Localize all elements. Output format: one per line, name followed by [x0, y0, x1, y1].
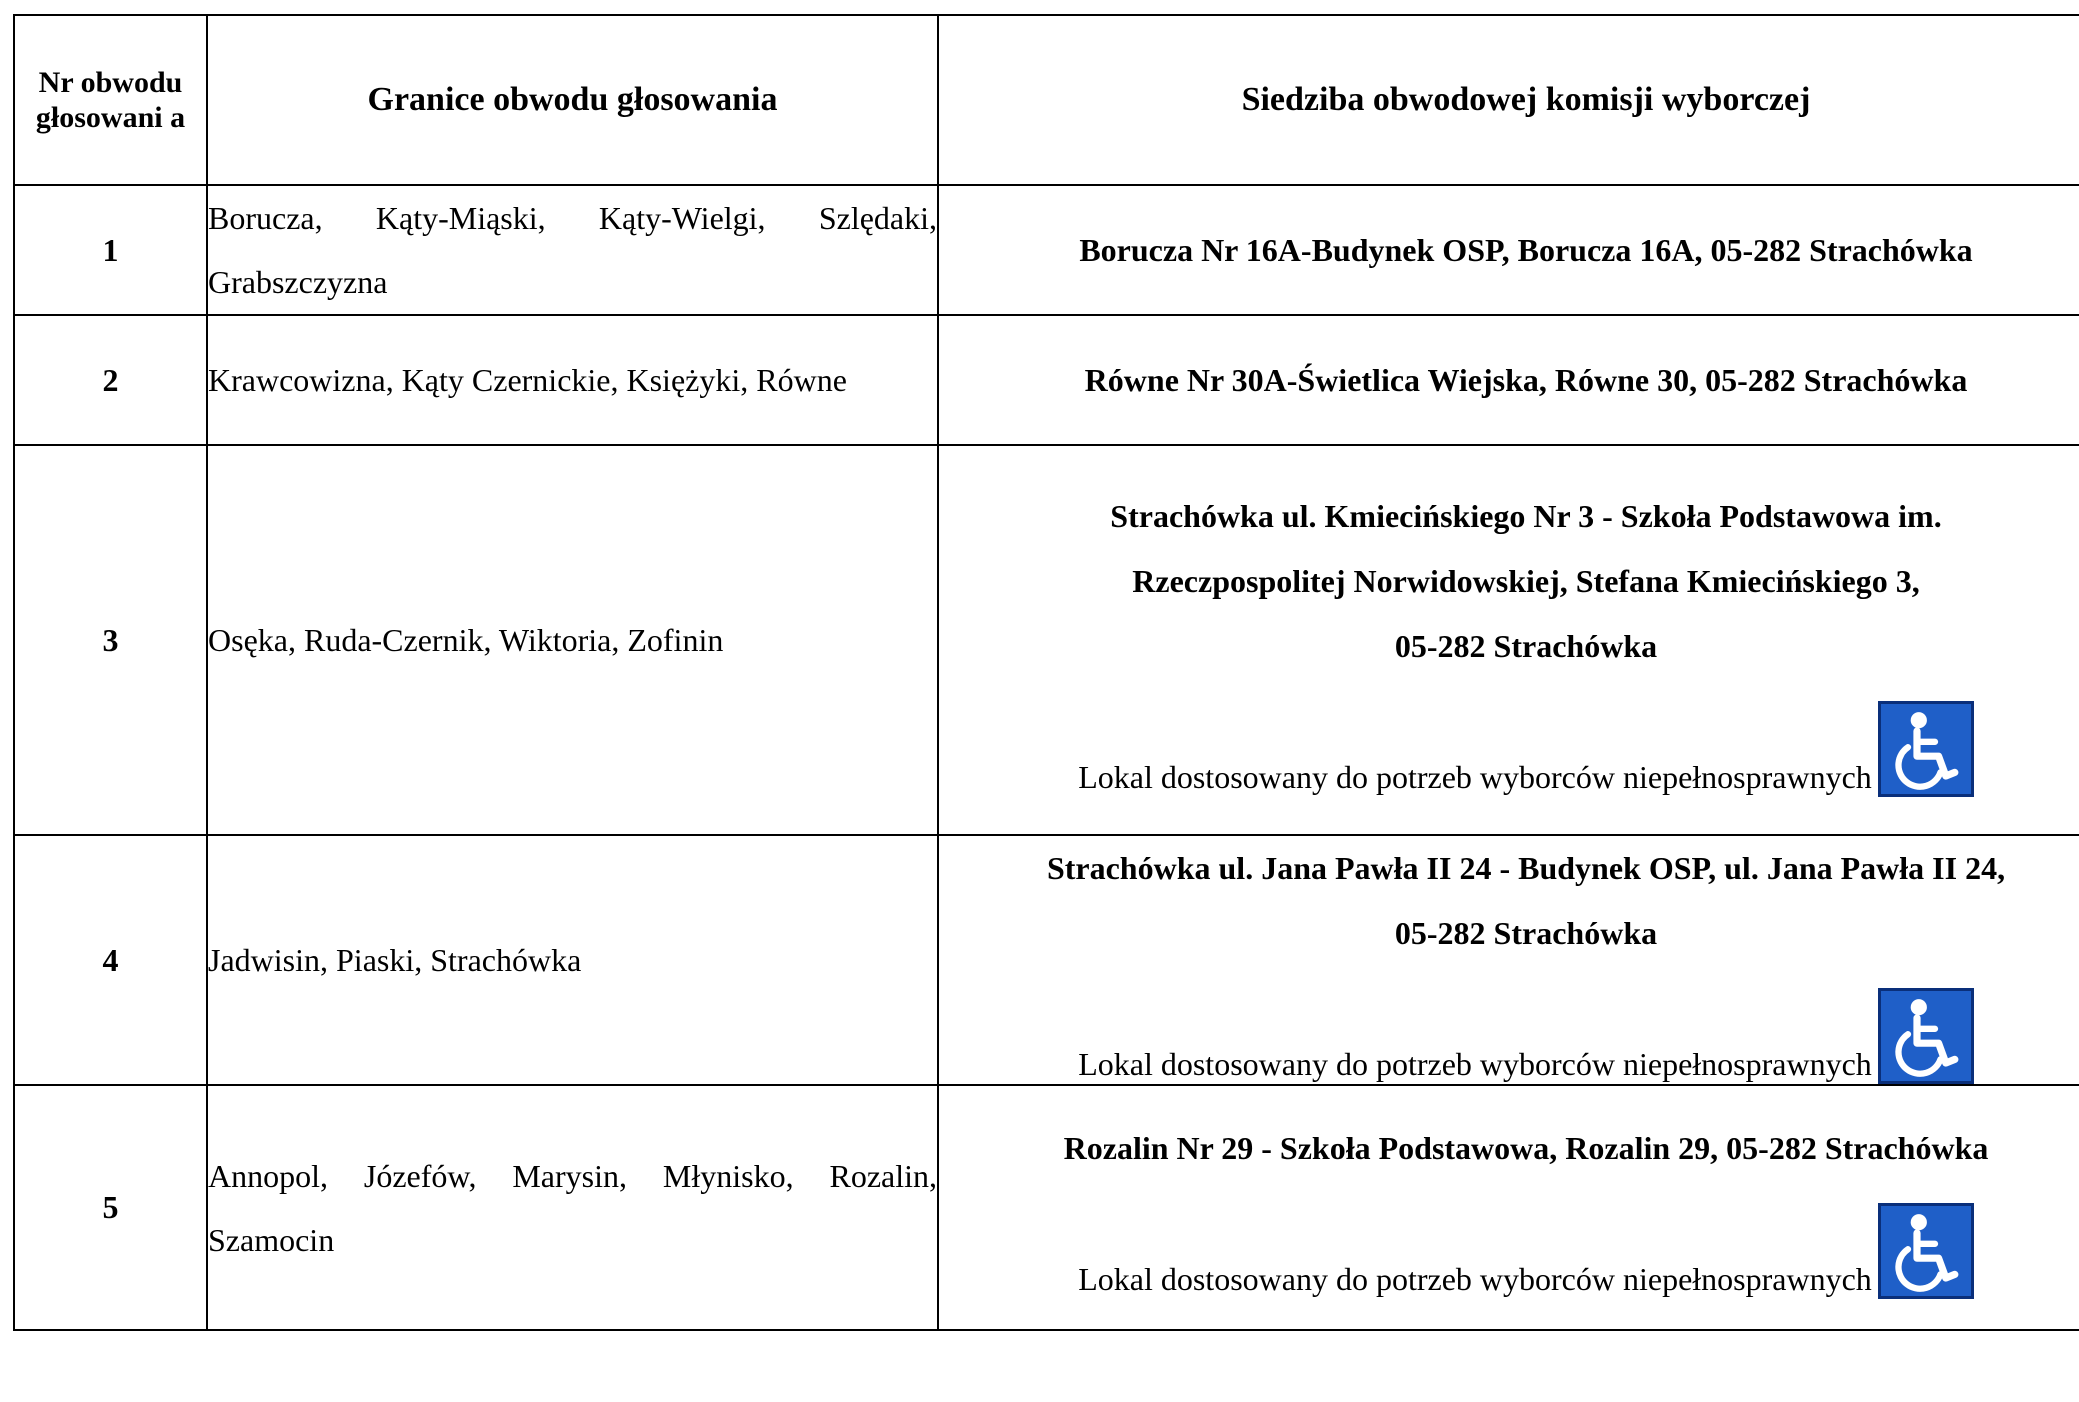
header-district-boundaries: Granice obwodu głosowania	[207, 15, 938, 185]
table-row	[14, 445, 2079, 835]
commission-seat	[938, 1085, 2079, 1330]
seat-address-line: Strachówka ul. Jana Pawła II 24 - Budynek OSP, ul. Jana Pawła II 24,	[1046, 850, 2006, 886]
commission-seat	[938, 185, 2079, 315]
polling-districts-table	[13, 14, 2079, 1331]
accessibility-text: Lokal dostosowany do potrzeb wyborców niepełnosprawnych	[1078, 1261, 1872, 1297]
seat-address-line: 05-282 Strachówka	[1394, 627, 1658, 664]
accessibility-text: Lokal dostosowany do potrzeb wyborców niepełnosprawnych	[1078, 1046, 1872, 1082]
district-boundaries: Krawcowizna, Kąty Czernickie, Księżyki, Równe	[207, 315, 938, 445]
district-boundaries: Borucza, Kąty-Miąski, Kąty-Wielgi, Szlędaki, Grabszczyzna	[207, 185, 938, 315]
table-row	[14, 185, 2079, 315]
table-row	[14, 315, 2079, 445]
seat-address-line: Strachówka ul. Kmiecińskiego Nr 3 - Szkoła Podstawowa im.	[1110, 497, 1942, 534]
header-district-number: Nr obwodu głosowani a	[14, 15, 207, 185]
wheelchair-icon	[1878, 701, 1974, 797]
accessibility-text: Lokal dostosowany do potrzeb wyborców niepełnosprawnych	[1078, 758, 1872, 795]
district-boundaries: Osęka, Ruda-Czernik, Wiktoria, Zofinin	[207, 445, 938, 835]
seat-address-line: Rzeczpospolitej Norwidowskiej, Stefana Kmiecińskiego 3,	[1132, 562, 1920, 599]
district-number: 3	[14, 445, 207, 835]
district-number: 2	[14, 315, 207, 445]
seat-address-line: Borucza Nr 16A-Budynek OSP, Borucza 16A, 05-282 Strachówka	[1079, 231, 1973, 268]
seat-address-line: Rozalin Nr 29 - Szkoła Podstawowa, Rozalin 29, 05-282 Strachówka	[1063, 1130, 1989, 1166]
table-row	[14, 835, 2079, 1085]
district-boundaries: Annopol, Józefów, Marysin, Młynisko, Rozalin, Szamocin	[207, 1085, 938, 1330]
table-row	[14, 1085, 2079, 1330]
seat-address-line: Równe Nr 30A-Świetlica Wiejska, Równe 30, 05-282 Strachówka	[1084, 361, 1968, 398]
seat-address-line: 05-282 Strachówka	[1394, 915, 1658, 951]
accessibility-note	[939, 988, 2079, 1084]
commission-seat	[938, 445, 2079, 835]
accessibility-note	[939, 701, 2079, 797]
district-number: 5	[14, 1085, 207, 1330]
header-commission-seat: Siedziba obwodowej komisji wyborczej	[938, 15, 2079, 185]
table-header-row	[14, 15, 2079, 185]
district-number: 1	[14, 185, 207, 315]
accessibility-note	[939, 1203, 2079, 1299]
commission-seat	[938, 315, 2079, 445]
district-number: 4	[14, 835, 207, 1085]
wheelchair-icon	[1878, 1203, 1974, 1299]
commission-seat	[938, 835, 2079, 1085]
district-boundaries: Jadwisin, Piaski, Strachówka	[207, 835, 938, 1085]
wheelchair-icon	[1878, 988, 1974, 1084]
